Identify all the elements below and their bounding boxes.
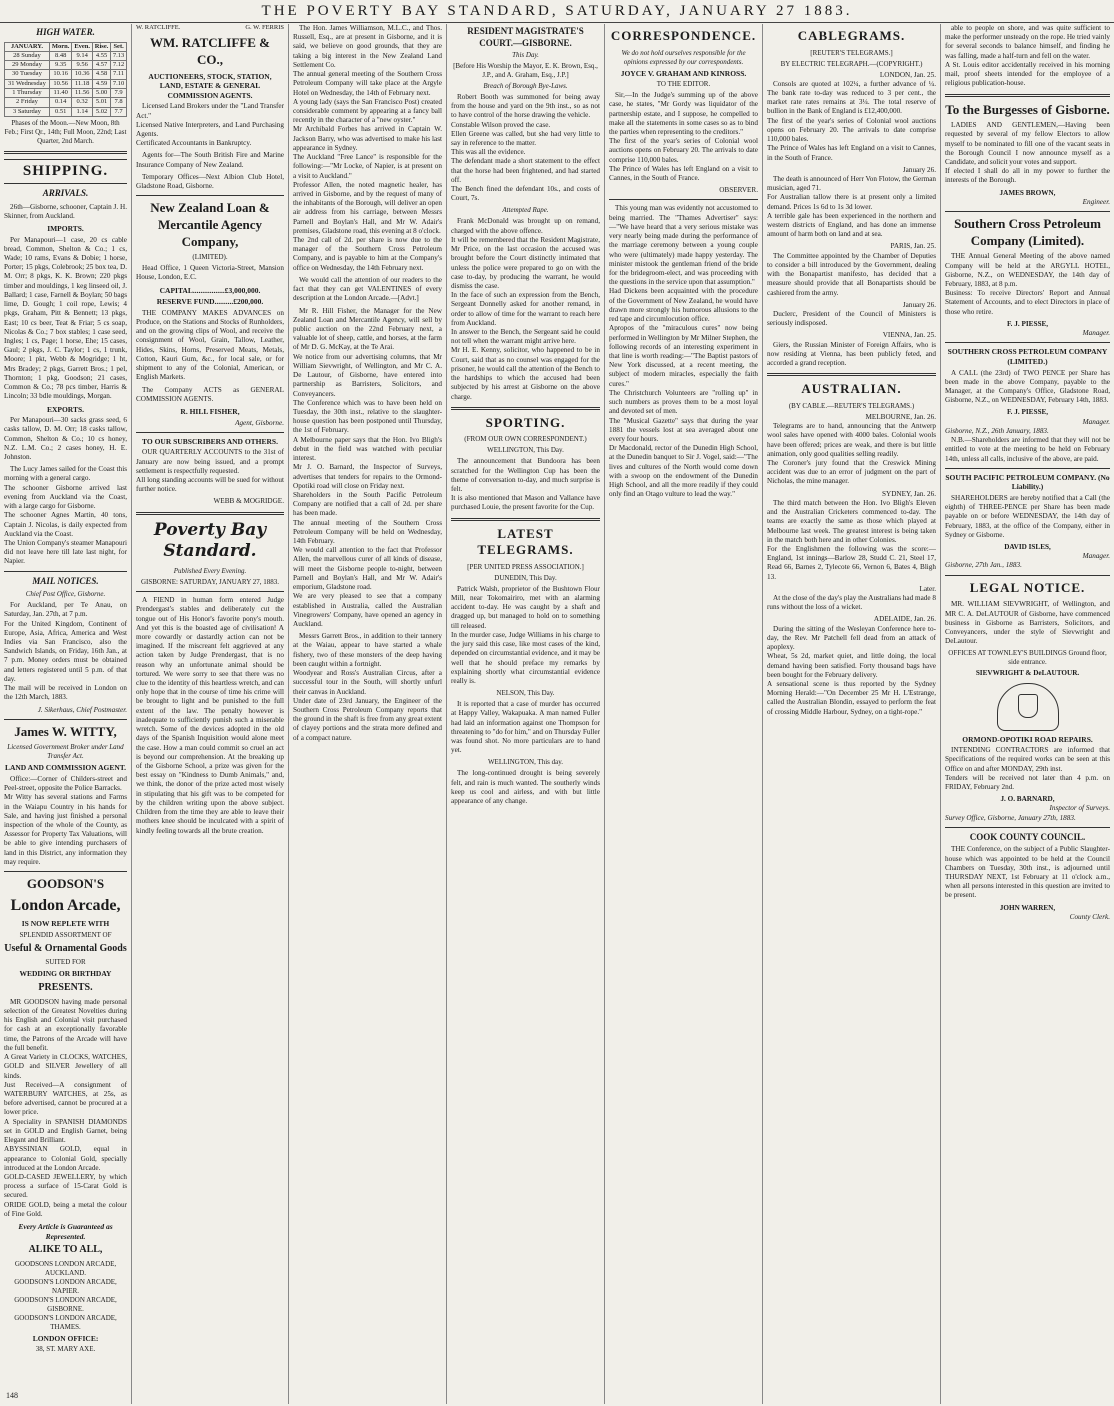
cablegrams-title: CABLEGRAMS. — [797, 28, 906, 43]
australian-title: AUSTRALIAN. — [801, 381, 902, 397]
continued-text: able to people on shore, and was quite sufficient to make the performer unsteady on the rope. He tried vainly for several seconds to balance himself, and finding he was falling, made a half-turn and fell on the water. A St. Louis editor accidentally received in his morning mail, proof sheets intended for the employee of a religious publication-house. — [945, 24, 1110, 88]
wellington-dateline: WELLINGTON, This day. — [487, 758, 564, 767]
burgesses-role: Engineer. — [1082, 197, 1110, 206]
tide-cell: 11.56 — [72, 89, 93, 98]
spp-date: Gisborne, 27th Jan., 1883. — [945, 561, 1022, 570]
tide-cell: 2 Friday — [5, 98, 50, 107]
tide-header-cell: Morn. — [49, 42, 72, 51]
vienna-dateline: VIENNA, Jan. 25. — [882, 331, 936, 340]
adelaide-text: During the sitting of the Wesleyan Conference here to-day, the Rev. Mr Patchell fell dead from an attack of apoplexy. Wheat, 5s 2d, market quiet, and little doing, the local demand having been satisfied. Forty thousand bags have been bought for the February delivery. A sensational scene is thus reported by the Sydney Morning Herald:—"On December 25 Mr H. L'Estrange, called the Australian Blondin, essayed to perform the feat of crossing Middle Harbour, Sydney, on a tight-rope." — [767, 624, 936, 716]
tide-cell: 0.51 — [49, 107, 72, 116]
nzloan-act: The Company ACTS as GENERAL COMMISSION AGENTS. — [136, 385, 284, 403]
scp2-role: Manager. — [1082, 417, 1110, 426]
scp2-note: N.B.—Shareholders are informed that they will not be entitled to vote at the meeting to be held on February 14th, unless all calls, inclusive of the above, are paid. — [945, 436, 1110, 463]
tide-cell: 8.48 — [49, 51, 72, 60]
nelson-dateline: NELSON, This Day. — [496, 689, 555, 698]
burgesses-text: LADIES AND GENTLEMEN,—Having been requested by several of my fellow Electors to allow myself to be nominated to fill one of the vacant seats in the Borough Council I now announce myself as a Candidate, and solicit your votes and support. If elected I shall do all in my power to further the interests of the Borough. — [945, 121, 1110, 185]
tide-body — [5, 51, 127, 116]
tide-cell: 7.11 — [111, 70, 127, 79]
tide-header-cell: Rise. — [92, 42, 110, 51]
mail-office: Chief Post Office, Gisborne. — [25, 590, 106, 599]
road-role: Inspector of Surveys. — [1049, 804, 1110, 813]
tide-cell: 4.59 — [92, 79, 110, 88]
paris-text: The Committee appointed by the Chamber of Deputies to consider a bill introduced by the Government, dealing with the Bonapartist manifesto, has decided that a measure should provide that all Bonapartists should be cashiered from the army. — [767, 251, 936, 297]
nelson-text: It is reported that a case of murder has occurred at Happy Valley, Wakapuaka. A man named Fuller had laid an information against one Thompson for threatening to "do for him," and on Thursday Fuller was found shot. No more particulars are to hand yet. — [451, 700, 600, 755]
fisher-role: Agent, Gisborne. — [235, 418, 284, 427]
road-text: INTENDING CONTRACTORS are informed that Specifications of the required works can be seen at this Office on and after MONDAY, 29th inst. Tenders will be received not later than 4 p.m. on FRIDAY, February 2nd. — [945, 746, 1110, 791]
tide-row — [5, 61, 127, 70]
imports-title: IMPORTS. — [47, 224, 84, 234]
masthead: THE POVERTY BAY STANDARD, SATURDAY, JANUARY 27 1883. — [0, 0, 1114, 23]
tide-cell: 28 Sunday — [5, 51, 50, 60]
london-dateline: LONDON, Jan. 25. — [879, 70, 936, 79]
latest-sub: [PER UNITED PRESS ASSOCIATION.] — [467, 562, 584, 571]
tide-cell: 4.55 — [92, 51, 110, 60]
paper-title: Poverty Bay Standard. — [153, 519, 267, 562]
goodson-name: GOODSON'S — [26, 876, 105, 892]
tide-header-cell: Even. — [72, 42, 93, 51]
sydney-text-2: At the close of the day's play the Australians had made 8 runs without the loss of a wicket. — [767, 594, 936, 612]
editorial: A FIEND in human form entered Judge Prendergast's stables and deliberately cut the tongue out of His Honor's favorite pony's mouth. And yet this is the boasted age of civilisation! A more cowardly or dastardly action can not be imagined. If the miscreant felt aggrieved at any action taken by Judge Prendergast, that is no reason why an unfortunate animal should be tortured. We were sorry to see that there was no clue to the identity of this heartless wretch, and can only hope that in the course of time his crime will be brought to light and be punished to the full extent of the law. The penalty however is inadequate to sufficiently punish such a miserable wretch. Some of the devices adopted in the old days of the Spanish Inquisition would alone meet the case. How a man could commit so cruel an act is beyond our comprehension. At the breaking up of the Gisborne School, a prize was given for the best essay on "Kindness to Dumb Animals," and, we think, the donor of the prize acted most wisely in stipulating that his gift was to be competed for by the children writing upon the above subject. Children from the time they are able to leave their mothers knee should be inculcated with a spirit of kindly feeling towards all the brute creation. — [136, 596, 284, 835]
witty-text: Office:—Corner of Childers-street and Peel-street, opposite the Police Barracks. Mr Witty has several stations and Farms in the Waiapu Country in his hands for Sale, and having just finished a personal inspection of the whole of the County, as Assessor for Property Tax Valuations, will be able to give intending purchasers of land in this District, any information they may require. — [4, 774, 127, 866]
scp2-text: A CALL (the 23rd) of TWO PENCE per Share has been made in the above Company, payable to the Manager, at the Company's Office, Gladstone Road, Gisborne, N.Z., on WEDNESDAY, February 14th, 1883. — [945, 368, 1110, 405]
ratcliffe-top-left: W. RATCLIFFE. — [136, 24, 181, 31]
cablegrams-sub: [REUTER'S TELEGRAMS.] — [810, 48, 893, 57]
subscribers-title: TO OUR SUBSCRIBERS AND OTHERS. — [142, 436, 278, 446]
scp-signature: F. J. PIESSE, — [1006, 319, 1049, 328]
cablegrams-sub-2: BY ELECTRIC TELEGRAPH.—(COPYRIGHT.) — [780, 59, 923, 68]
tide-cell: 31 Wednesday — [5, 79, 50, 88]
road-date: Survey Office, Gisborne, January 27th, 1883. — [945, 813, 1076, 822]
ratcliffe-top-right: G. W. FERRIS — [245, 24, 284, 31]
tide-table — [4, 42, 127, 118]
tide-row — [5, 98, 127, 107]
nzloan-ltd: (LIMITED). — [192, 253, 228, 262]
tide-cell: 3 Saturday — [5, 107, 50, 116]
scp2-title: SOUTHERN CROSS PETROLEUM COMPANY (LIMITED.) — [947, 347, 1108, 366]
goodson-wedding: WEDDING OR BIRTHDAY — [19, 969, 112, 979]
tide-cell: 4.58 — [92, 70, 110, 79]
column-1 — [0, 24, 132, 1404]
subscribers-signature: WEBB & MOGRIDGE. — [213, 497, 284, 506]
published: Published Every Evening. — [173, 567, 247, 576]
witty-title: LAND AND COMMISSION AGENT. — [4, 763, 127, 773]
court-before: [Before His Worship the Mayor, E. K. Brown, Esq., J.P., and A. Graham, Esq., J.P.] — [453, 61, 598, 79]
shipping-notes: The Lucy James sailed for the Coast this morning with a general cargo. The schooner Gisborne arrived last evening from Auckland via the Coast, with a large cargo for Gisborne. The schooner Agnes Martin, 40 tons, Captain J. Nicolas, is daily expected from Auckland via the Coast. The Union Company's steamer Manapouri did not leave here till late last night, for Napier. — [4, 465, 127, 566]
australian-sub: (BY CABLE.—REUTER'S TELEGRAMS.) — [788, 401, 915, 410]
tide-cell: 5.02 — [92, 107, 110, 116]
tide-cell: 7.13 — [111, 51, 127, 60]
column-7 — [941, 24, 1114, 1404]
subscribers-text: OUR QUARTERLY ACCOUNTS to the 31st of January are now being issued, and a prompt settlement is respectfully requested. All long standing accounts will be sued for without further notice. — [136, 448, 284, 494]
scp2-signature: F. J. PIESSE, — [1006, 408, 1049, 417]
court-rape: Attempted Rape. — [502, 206, 549, 215]
dunedin-dateline: DUNEDIN, This Day. — [494, 573, 557, 582]
court-title: RESIDENT MAGISTRATE'S COURT.—GISBORNE. — [467, 26, 584, 48]
goodson-sub: IS NOW REPLETE WITH — [21, 919, 110, 929]
county-title: COOK COUNTY COUNCIL. — [969, 831, 1086, 842]
moon-phases: Phases of the Moon.—New Moon, 8th Feb.; First Qr., 14th; Full Moon, 22nd; Last Quarter, 2nd March. — [4, 119, 127, 145]
scp-title: Southern Cross Petroleum Company (Limited). — [954, 216, 1101, 248]
nzloan-title: New Zealand Loan & Mercantile Agency Company, — [150, 200, 270, 249]
news-items-1: The Hon. James Williamson, M.L.C., and Thos. Russell, Esq., are at present in Gisborne, and it is said, we believe on good grounds, that they are taking a big interest in the New Zealand Land Settlement Co. The annual general meeting of the Southern Cross Petroleum Company will take place at the Argyle Hotel on Wednesday, the 14th of February next. A young lady (says the San Francisco Post) created considerable comment by appearing at a fancy ball recently in the character of a "new oyster." Mr Archibald Forbes has arrived in Captain W. Jackson Barry, who was advertised to make his last appearance in Sydney. The Auckland "Free Lance" is responsible for the following:—"Mr Locke, of Napier, is at present on a visit to Auckland." Professor Allen, the noted magnetic healer, has arrived in Gisborne, and by the request of many of the inhabitants of the Borough, will deliver an open air address from his carriage, between Messrs Parnell and Boylan's Hall, and Mr W. Adair's premises, Gladstone road, this evening at 8 o'clock. The 2nd call of 2d. per share is now due to the manager of the Southern Cross Petroleum Company, and is payable to him at the Company's office on Wednesday, the 14th February next. — [293, 24, 442, 272]
ratcliffe-offices: Temporary Offices—Next Albion Club Hotel, Gladstone Road, Gisborne. — [136, 172, 284, 191]
tide-cell: 10.16 — [49, 70, 72, 79]
wellington-text: The long-continued drought is being severely felt, and rain is much wanted. The southerly winds keep us cool and airless, and with but little appearance of any change. — [451, 769, 600, 806]
legal-signature: SIEVWRIGHT & DeLAUTOUR. — [975, 669, 1080, 678]
arrivals-text: 26th—Gisborne, schooner, Captain J. H. Skinner, from Auckland. — [4, 202, 127, 220]
goodson-suited: SUITED FOR — [45, 958, 86, 967]
nzloan-reserve: RESERVE FUND..........£200,000. — [156, 297, 264, 307]
spp-signature: DAVID ISLES, — [1004, 543, 1051, 551]
goodson-goods: Useful & Ornamental Goods — [4, 942, 127, 954]
tide-cell: 7.7 — [111, 107, 127, 116]
to-editor: TO THE EDITOR. — [656, 80, 711, 89]
county-signature: JOHN WARREN, — [999, 903, 1056, 912]
tide-row — [5, 107, 127, 116]
legal-title: LEGAL NOTICE. — [969, 579, 1086, 595]
burgesses-title: To the Burgesses of Gisborne. — [945, 101, 1110, 117]
dateline: GISBORNE: SATURDAY, JANUARY 27, 1883. — [140, 578, 279, 587]
tide-row — [5, 79, 127, 88]
column-5 — [605, 24, 763, 1404]
tide-row — [5, 51, 127, 60]
tide-row — [5, 70, 127, 79]
nzloan-head-office: Head Office, 1 Queen Victoria-Street, Mansion House, London, E.C. — [136, 264, 284, 282]
legal-text: MR. WILLIAM SIEVWRIGHT, of Wellington, and MR C. A. DeLAUTOUR of Gisborne, have commenced business in Gisborne as Barristers, Solicitors, and Conveyancers, under the style of Sievwright and DeLautour. — [945, 600, 1110, 646]
tide-cell: 5.01 — [92, 98, 110, 107]
column-2 — [132, 24, 289, 1404]
tide-cell: 1.14 — [72, 107, 93, 116]
court-text: Robert Booth was summoned for being away from the house and yard on the 9th inst., so as not to have control of the horse drawing the vehicle. Constable Wilson proved the case. Ellen Greene was called, but she had very little to say in reference to the matter. This was all the evidence. The defendant made a short statement to the effect that the horse had been frightened, and had started off. The Bench fined the defendant 10s., and costs of Court, 7s. — [451, 92, 600, 203]
page-number: 148 — [6, 1391, 18, 1400]
tide-header-row — [5, 42, 127, 51]
court-breach: Breach of Borough Bye-Laws. — [483, 81, 568, 90]
tide-header-cell: Set. — [111, 42, 127, 51]
tide-cell: 4.57 — [92, 61, 110, 70]
correspondence-title: CORRESPONDENCE. — [610, 28, 757, 43]
ratcliffe-text: Licensed Land Brokers under the "Land Transfer Act." Licensed Native Interpreters, and Land Purchasing Agents. Certificated Accountants in Bankruptcy. — [136, 102, 284, 148]
vienna-text: Giers, the Russian Minister of Foreign Affairs, who is now residing at Vienna, has been publicly feted, and accorded a grand reception. — [767, 340, 936, 368]
county-role: County Clerk. — [1069, 912, 1110, 921]
latest-title: LATEST TELEGRAMS. — [477, 525, 574, 558]
goodson-guarantee: Every Article is Guaranteed as Represented. — [18, 1222, 113, 1241]
sydney-dateline: SYDNEY, Jan. 26. — [882, 489, 936, 498]
sporting-text: The announcement that Bundoora has been scratched for the Wellington Cup has been the theme of conversation to-day, and much surprise is felt. It is also mentioned that Mason and Vallance have purchased Louie, the present favorite for the Cup. — [451, 457, 600, 512]
tide-header-cell: JANUARY. — [5, 42, 50, 51]
goodson-addresses: GOODSONS LONDON ARCADE, AUCKLAND. GOODSON'S LONDON ARCADE, NAPIER. GOODSON'S LONDON ARCADE, GISBORNE. GOODSON'S LONDON ARCADE, THAMES. — [14, 1260, 117, 1331]
legal-office: OFFICES AT TOWNLEY'S BUILDINGS Ground floor, side entrance. — [948, 649, 1107, 667]
court-rape-text: Frank McDonald was brought up on remand, charged with the above offence. It will be remembered that the Resident Magistrate, Mr Price, on the last occasion the accused was brought before the Court distinctly intimated that unless the police were prepared to go on with the case to-day, by producing the warrant, he would dismiss the case. In the face of such an expression from the Bench, Sergeant Donnelly asked for another remand, in order to allow of time for the warrant to reach here from Auckland. In answer to the Bench, the Sergeant said he could not tell when the warrant might arrive here. Mr H. E. Kenny, solicitor, who happened to be in Court, said that as no counsel was engaged for the prisoner, he would call the attention of the Bench to the hardships to which the accused had been subjected by his arrest at Gisborne on the above charge. — [451, 217, 601, 401]
sydney-dateline-2: Later. — [919, 584, 936, 593]
paris-dateline-2: January 26. — [902, 300, 936, 309]
column-4 — [447, 24, 605, 1404]
column-3 — [289, 24, 447, 1404]
spp-text: SHAREHOLDERS are hereby notified that a Call (the eighth) of THREE-PENCE per Share has been made payable on or before WEDNESDAY, the 14th day of February, 1883, at the office of the Company, either in Sydney or Gisborne. — [945, 493, 1110, 539]
goodson-presents: PRESENTS. — [38, 982, 93, 994]
melbourne-text: Telegrams are to hand, announcing that the Antwerp wool sales have opened with 4000 bales. Colonial wools have been offered; prices are weak, and there is but little animation, only good qualities selling readily. The Coroner's jury found that the Creswick Mining accident was due to an error of judgment on the part of Nicholas, the mine manager. — [767, 422, 936, 486]
burgesses-signature: JAMES BROWN, — [999, 188, 1056, 197]
ratcliffe-title: WM. RATCLIFFE & CO., — [149, 35, 270, 67]
road-signature: J. O. BARNARD, — [1000, 795, 1055, 804]
tide-cell: 10.56 — [49, 79, 72, 88]
paris-dateline: PARIS, Jan. 25. — [890, 242, 936, 251]
goodson-big: London Arcade, — [10, 896, 121, 914]
nzloan-capital: CAPITAL.................£3,000,000. — [159, 285, 261, 295]
london-text-2: The death is announced of Herr Von Flotow, the German musician, aged 71. For Australian tallow there is at present only a limited demand. Prices 1s 6d to 1s 3d lower. A terrible gale has been experienced in the northern and western districts of England, and has done an immense amount of harm both on land and at sea. — [767, 174, 936, 239]
news-items-3: Messrs Garrett Bros., in addition to their tannery at the Waiau, appear to have started a whale fishery, two of these monsters of the deep having been caught within a fortnight. Woodyear and Ross's Australian Circus, after a successful tour in the South, will shortly unfurl their canvas in Auckland. Under date of 23rd January, the Engineer of the Southern Cross Petroleum Company reports that the ground in the shaft is free from any great extent of clayey portions and the strata more defined and of a compact nature. — [293, 632, 442, 742]
tide-cell: 7.12 — [111, 61, 127, 70]
spp-role: Manager. — [1082, 552, 1110, 561]
scp-role: Manager. — [1082, 329, 1110, 338]
tide-row — [5, 89, 127, 98]
tide-title: HIGH WATER. — [36, 27, 95, 37]
london-office: LONDON OFFICE: — [32, 1333, 99, 1343]
spp-title: SOUTH PACIFIC PETROLEUM COMPANY. (No Liability.) — [945, 472, 1110, 492]
sydney-text: The third match between the Hon. Ivo Bligh's Eleven and the Australian Cricketers commenced to-day. The teams are exactly the same as those which played at Melbourne last week. The greatest interest is being taken in the match both here and in other Colonies. For the Englishmen the following was the score:—England, 1st innings—Barlow 28, Studd C. 21, Steel 17, Read 66, Barnes 2, Tylecote 66, Vernon 6, Bates 4, Bligh 13. — [767, 498, 936, 581]
sporting-sub: (FROM OUR OWN CORRESPONDENT.) — [464, 435, 587, 444]
sporting-title: SPORTING. — [485, 414, 566, 430]
ratcliffe-agents: Agents for—The South British Fire and Marine Insurance Company of New Zealand. — [136, 151, 284, 169]
mail-title: MAIL NOTICES. — [32, 575, 99, 586]
witty-name: James W. WITTY, — [14, 723, 117, 739]
adelaide-dateline: ADELAIDE, Jan. 26. — [873, 615, 936, 624]
tide-cell: 11.40 — [49, 89, 72, 98]
shipping-title: SHIPPING. — [4, 159, 127, 184]
correspondence-text-2: This young man was evidently not accustomed to being married. The "Thames Advertiser" says:—"We have heard that a very serious mistake was very nearly being made during the performance of the marriage ceremony between a young couple who were (ultimately) made happy yesterday. The minister mistook the gentleman friend of the bride for the bridegroom-elect, and was proceeding with the questions in the service upon that assumption." Had Dickens been acquainted with the procedure of the Government of New Zealand, he would have drawn more strongly his humorous allusions to the red tape and circumlocution office. Apropos of the "miraculous cures" now being performed in Wellington by Mr Milner Stephen, the following records of an interesting experiment in that line is worth reading:—"The Baptist pastors of New York discussed, at a recent meeting, the subject of modern miracles, especially the faith cures." The Christchurch Volunteers are "rolling up" in such numbers as proves them to be a most loyal and devoted set of men. The "Musical Gazette" says that during the year 1881 the vessels lost at sea averaged about one every four hours. Dr Macdonald, rector of the Dunedin High School, at the Dunedin banquet to Sir J. Vogel, said:—"The lives and cultures of the North would come down with a swoop on the endowment of the Dunedin High School, and all the more readily if they could only find an Otago vulture to lead the way." — [609, 204, 758, 499]
witty-sub: Licensed Government Broker under Land Transfer Act. — [7, 743, 124, 761]
goodson-alike: ALIKE TO ALL, — [28, 1244, 103, 1256]
tide-cell: 9.35 — [49, 61, 72, 70]
tide-cell: 7.10 — [111, 79, 127, 88]
tide-cell: 7.9 — [111, 89, 127, 98]
tide-cell: 30 Tuesday — [5, 70, 50, 79]
exports-title: EXPORTS. — [46, 404, 85, 414]
county-text: THE Conference, on the subject of a Public Slaughter-house which was appointed to be held at the Council Chambers on Tuesday, 30th inst., is adjourned until THURSDAY NEXT, 1st February at 11 o'clock a.m., when all persons interested in this question are invited to be present. — [945, 845, 1110, 900]
nzloan-text: THE COMPANY MAKES ADVANCES on Produce, on the Stations and Stocks of Runholders, and on the growing clips of Wool, and receive the consignment of Wool, Grain, Tallow, Leather, Hides, Skins, Horns, Preserved Meats, Metals, Cotton, Kauri Gum, &c., for local sale, or for shipment to any of the Colonial, American, or English Markets. — [136, 308, 284, 382]
road-title: ORMOND-OPOTIKI ROAD REPAIRS. — [962, 734, 1093, 744]
ratcliffe-sub: AUCTIONEERS, STOCK, STATION, LAND, ESTATE & GENERAL COMMISSION AGENTS. — [148, 71, 272, 100]
tide-cell: 0.14 — [49, 98, 72, 107]
tide-cell: 7.8 — [111, 98, 127, 107]
tide-cell: 1 Thursday — [5, 89, 50, 98]
tide-cell: 5.00 — [92, 89, 110, 98]
imports-text: Per Manapouri—1 case, 20 cs cable bread, Common, Shelton & Co.; 1 cs, Wade; 10 rams, Evans & Dobie; 1 horse, Porter; 15 pkgs, Colebrook; 25 box tea, D. M. Orr; 8 pkgs, K. K. Brown; 220 pkgs timber and mouldings, 1 keg linseed oil, J. Ballard; 1 case, Farnell & Boylan; 50 bags lime, D. Gough; 1 coil rope, Lewis; 4 pkgs, Graham, Pitt & Bennett; 13 pkgs, East; 10 cs beer, Teat & Friar; 5 cs soap, Nicolas & Co.; 7 box stables; 1 case seed, Ingles; 1 cs, Page; 1 horse, Ehe; 15 cases, Gaul; 2 pkgs, J. C. Taylor; 1 cs, 1 trunk, Moore; 1 pkt, Webb & Mogridge; 1 ht, Mrs Bradey; 2 pkgs, Garrett Bros.; 1 pel, Thornton; 1 pkg, Goodson; 21 cases, Common & Co.; 78 pcs timber, Harris & Lincoln; 33 bdle mouldings, Morgan. — [4, 235, 127, 401]
goodson-list: SPLENDID ASSORTMENT OF — [19, 930, 112, 939]
correspondence-text: Sir,—In the Judge's summing up of the above case, he states, "Mr Gordy was liquidator of the partnership estate, and I suppose, he compelled to make all the statements in some cases so as to bind the parties when representing to the creditors." The first of the year's series of Colonial wool auctions opens on February 20. The arrivals to date comprise 110,000 bales. The Prince of Wales has left England on a visit to Cannes, in the South of France. — [609, 91, 758, 183]
london-text: Consols are quoted at 102¼, a further advance of ¼. The bank rate to-day was reduced to 3 per cent., the market rate rates remains at 3¼. The total reserve of bullion in the Bank of England is £12,400,000. The first of the year's series of Colonial wool auctions opens on February 20. The arrivals to date comprise 110,000 bales. The Prince of Wales has left England on a visit to Cannes, in the South of France. — [767, 79, 936, 162]
london-dateline-2: January 26. — [902, 165, 936, 174]
scp2-date: Gisborne, N.Z., 26th January, 1883. — [945, 426, 1049, 435]
column-6 — [763, 24, 941, 1404]
fisher-name: R. HILL FISHER, — [180, 406, 240, 416]
goodson-text: MR GOODSON having made personal selection of the Greatest Novelties during his English and Colonial visit purchased for cash at an exceptionally favorable time, the Patrons of the Arcade will have the full benefit. A Great Variety in CLOCKS, WATCHES, GOLD and SILVER Jewellery of all kinds. Just Received—A consignment of WATERBURY WATCHES, at 25s, as before advertised, cannot be procured at a lower price. A Speciality in SPANISH DIAMONDS set in GOLD and English Garnet, being Elegant and Brilliant. ABYSSINIAN GOLD, equal in appearance to Colonial Gold, specially introduced at the London Arcade. GOLD-CASED JEWELLERY, by which process a surface of 15-Carat Gold is secured. ORIDE GOLD, being a metal the colour of Fine Gold. — [4, 997, 127, 1218]
tide-cell: 0.32 — [72, 98, 93, 107]
london-address: 38, ST. MARY AXE. — [35, 1345, 96, 1354]
dunedin-text: Patrick Walsh, proprietor of the Bushtown Flour Mill, near Tokomairiro, met with an alarming accident to-day. He was caught by a shaft and dragged up, but managed to hold on to something till released. In the murder case, Judge Williams in his charge to the jury said this case, like most cases of the kind, depended on circumstantial evidence, and it may be well that he should preface my remarks by explaining shortly what circumstantial evidence really is. — [451, 584, 600, 685]
tide-cell: 11.18 — [72, 79, 93, 88]
correspondence-note: We do not hold ourselves responsible for the opinions expressed by our correspondents. — [621, 48, 746, 66]
court-this-day: This Day. — [512, 51, 539, 60]
mail-signature: J. Sikerhaus, Chief Postmaster. — [37, 705, 127, 714]
scp-text: THE Annual General Meeting of the above named Company will be held at the ARGYLL HOTEL, Gisborne, N.Z., on WEDNESDAY, the 14th day of February, 1883, at 8 p.m. Business: To receive Directors' Report and Annual Statement of Accounts, and to elect Directors in place of those who retire. — [945, 252, 1110, 316]
tide-cell: 29 Monday — [5, 61, 50, 70]
tide-cell: 9.14 — [72, 51, 93, 60]
tide-cell: 9.56 — [72, 61, 93, 70]
correspondence-head: JOYCE V. GRAHAM AND KINROSS. — [620, 68, 747, 78]
arrivals-title: ARRIVALS. — [42, 188, 89, 199]
tide-cell: 10.36 — [72, 70, 93, 79]
valentine-notice: We would call the attention of our readers to the fact that they can get VALENTINES of every description at the London Arcade.—[Advt.] — [293, 275, 442, 303]
news-items-2: Mr R. Hill Fisher, the Manager for the New Zealand Loan and Mercantile Agency, will sell by public auction on the 22nd February next, a valuable lot of sheep, cattle, and horses, at the farm of Mr D. G. McKay, at the Te Arai. We notice from our advertising columns, that Mr William Sievwright, of Wellington, and Mr C. A. De Lautour, of Gisborne, have entered into partnership as Barristers, Solicitors, and Conveyancers. The Conference which was to have been held on Tuesday, the 30th inst., relative to the slaughter-house question has been postponed until Thursday, the 1st of February. A Melbourne paper says that the Hon. Ivo Bligh's debut in the field was watched with peculiar interest. Mr J. O. Barnard, the Inspector of Surveys, advertises that tenders for repairs to the Ormond-Opotiki road will close on Friday next. Shareholders in the South Pacific Petroleum Company are notified that a call of 2d. per share has been made. The annual meeting of the Southern Cross Petroleum Company will be held on Wednesday, 14th February. We would call attention to the fact that Professor Allen, the marvellous curer of all kinds of disease, will meet the Gisborne people to-night, between Parnell and Boylan's Hall, and Mr W. Adair's emporium, Gladstone road. We are very pleased to see that a company established in Australia, called the Australian Vinegrowers' Company, have opened an agency in Auckland. — [293, 306, 442, 628]
exports-text: Per Manapouri—30 sacks grass seed, 6 casks tallow, D. M. Orr; 18 casks tallow, Common, Shelton & Co.; 10 cs honey, N.Z. L.M. Co.; 2 cases honey, H. E. Johnston. — [4, 416, 127, 462]
coat-of-arms-icon — [997, 683, 1059, 731]
paris-text-2: Duclerc, President of the Council of Ministers is seriously indisposed. — [767, 310, 936, 328]
melbourne-dateline: MELBOURNE, Jan. 26. — [865, 412, 936, 421]
correspondence-signature: OBSERVER. — [719, 186, 758, 195]
mail-text: For Auckland, per Te Anau, on Saturday, Jan. 27th, at 7 p.m. For the United Kingdom, Continent of Europe, Asia, Africa, America and West Indies via San Francisco, also the Sandwich Islands, on Friday, 16th Jan., at 7 p.m. Money orders must be obtained and letters registered until 5 p.m. of that day. The mail will be received in London on the 12th March, 1883. — [4, 601, 127, 702]
sporting-location: WELLINGTON, This Day. — [487, 446, 564, 455]
